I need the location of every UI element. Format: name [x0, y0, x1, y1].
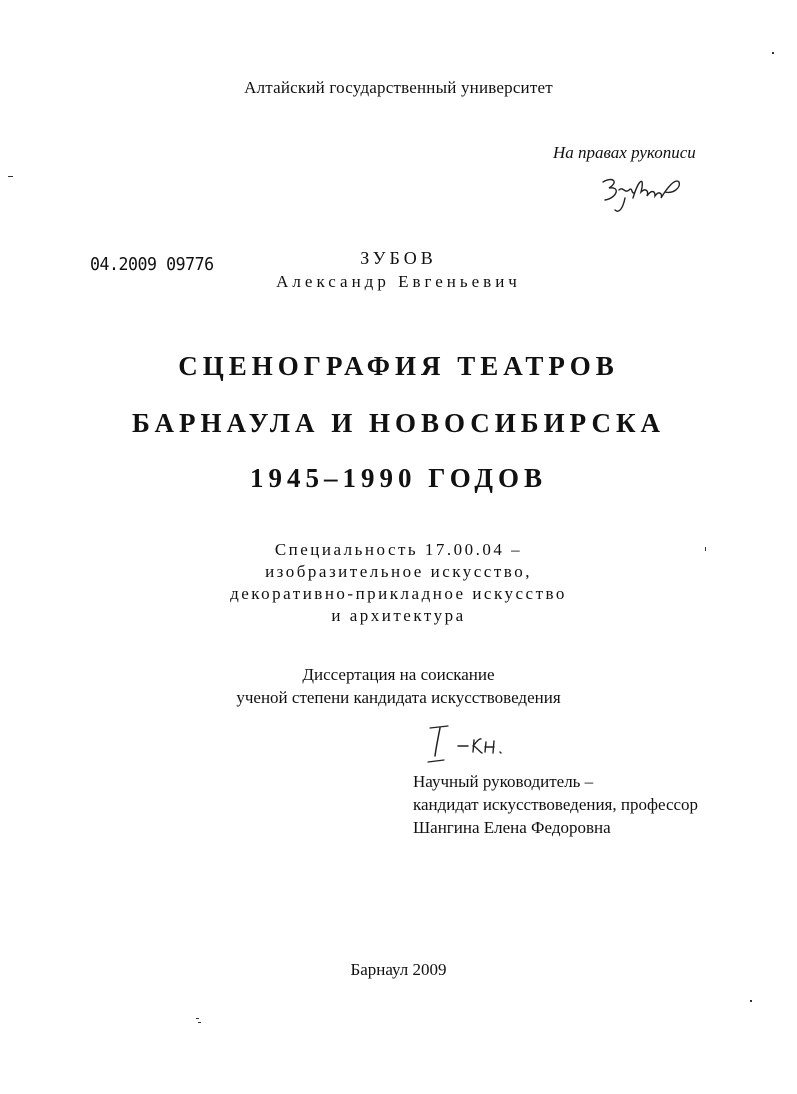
- degree-block: [0, 663, 797, 709]
- scan-speck: [198, 1022, 201, 1023]
- degree-line-1: Диссертация на соискание: [302, 665, 495, 684]
- city-year: Барнаул 2009: [350, 960, 447, 979]
- scan-speck: [750, 1000, 752, 1002]
- specialty-line-4: и архитектура: [331, 606, 466, 625]
- advisor-line-1: Научный руководитель –: [413, 772, 594, 791]
- university-name: Алтайский государственный университет: [244, 78, 553, 97]
- author-signature: [595, 168, 705, 216]
- scan-speck: [8, 176, 13, 177]
- handwritten-mark: [426, 722, 536, 768]
- scan-speck: [196, 1018, 199, 1019]
- archive-number: 04.2009 09776: [90, 254, 214, 275]
- title-line-3: 1945–1990 ГОДОВ: [250, 463, 547, 493]
- scan-speck: [772, 52, 774, 54]
- specialty-line-3: декоративно-прикладное искусство: [230, 584, 567, 603]
- specialty-block: [0, 539, 797, 627]
- title-line-2: БАРНАУЛА И НОВОСИБИРСКА: [131, 408, 666, 438]
- advisor-line-2: кандидат искусствоведения, профессор: [413, 795, 699, 814]
- title-line-1: СЦЕНОГРАФИЯ ТЕАТРОВ: [178, 351, 619, 381]
- author-name: Александр Евгеньевич: [276, 272, 521, 291]
- degree-line-2: ученой степени кандидата искусствоведения: [236, 688, 561, 707]
- specialty-line-1: Специальность 17.00.04 –: [274, 540, 523, 559]
- advisor-line-3: Шангина Елена Федоровна: [413, 818, 611, 837]
- author-surname: ЗУБОВ: [360, 248, 437, 268]
- manuscript-note: На правах рукописи: [553, 143, 696, 162]
- scan-speck: [705, 547, 706, 551]
- advisor-block: [413, 770, 698, 839]
- specialty-line-2: изобразительное искусство,: [265, 562, 532, 581]
